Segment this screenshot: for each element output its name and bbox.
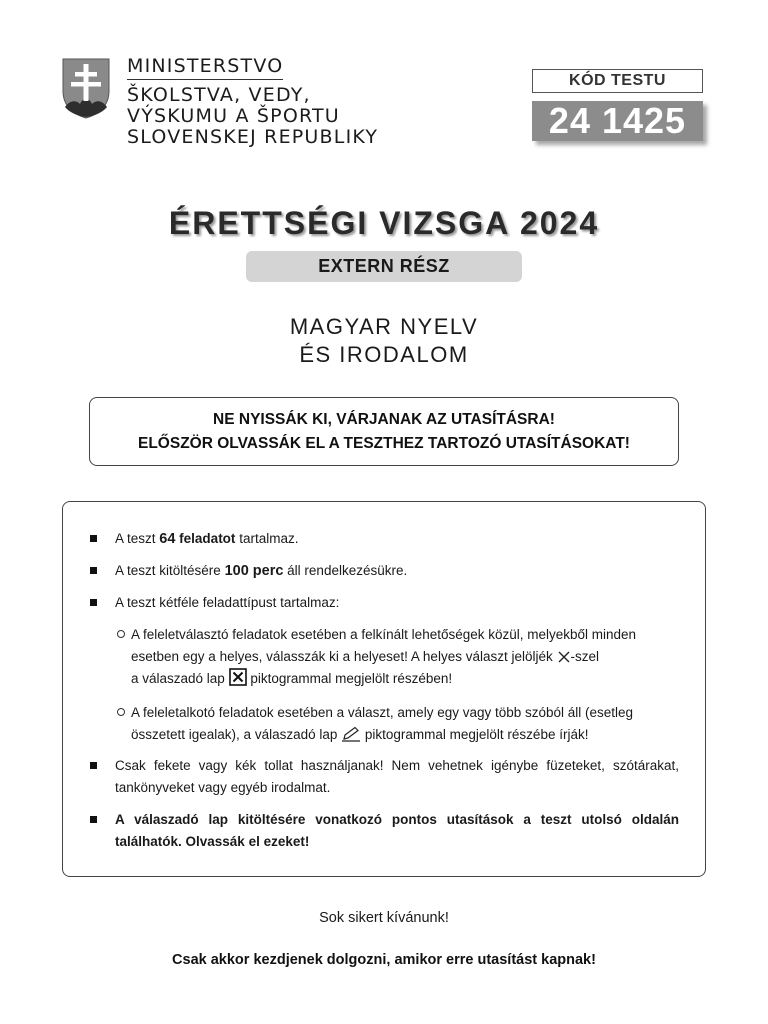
ministry-line-2: ŠKOLSTVA, VEDY, — [127, 84, 311, 106]
ministry-line-4: SLOVENSKEJ REPUBLIKY — [127, 126, 379, 148]
ministry-line-3: VÝSKUMU A ŠPORTU — [127, 105, 340, 127]
warning-line-2: ELŐSZÖR OLVASSÁK EL A TESZTHEZ TARTOZÓ UTASÍTÁSOKAT! — [138, 435, 630, 452]
test-code-value: 24 1425 — [532, 101, 703, 141]
warning-box — [89, 397, 679, 466]
subject-title — [0, 313, 768, 369]
bullet-circle-icon — [117, 630, 125, 638]
instruction-item-2: A teszt kitöltésére 100 perc áll rendelkezésükre. — [115, 563, 408, 579]
time-limit: 100 perc — [224, 563, 284, 579]
bullet-square-icon — [90, 535, 97, 542]
warning-line-1: NE NYISSÁK KI, VÁRJANAK AZ UTASÍTÁSRA! — [213, 411, 555, 428]
test-code-label: KÓD TESTU — [532, 69, 703, 93]
task-count: 64 — [159, 531, 176, 547]
subject-line-1: MAGYAR NYELV — [289, 314, 479, 339]
subject-line-2: ÉS IRODALOM — [299, 342, 469, 367]
exam-title: ÉRETTSÉGI VIZSGA 2024 — [168, 205, 600, 241]
instruction-item-4: Csak fekete vagy kék tollat használjanak! Nem vehetnek igénybe füzeteket, szótárakat, tankönyveket vagy egyéb irodalmat. — [115, 758, 679, 795]
exam-part-badge: EXTERN RÉSZ — [246, 251, 522, 282]
bullet-square-icon — [90, 567, 97, 574]
checkbox-x-pictogram-icon — [229, 668, 247, 686]
instruction-sub-2: A feleletalkotó feladatok esetében a választ, amely egy vagy több szóból áll (esetleg összetett igealak), a válaszadó lap piktogrammal megjelölt részébe írják! — [131, 705, 634, 742]
instruction-sub-1: A feleletválasztó feladatok esetében a felkínált lehetőségek közül, melyekből minden esetben egy a helyes, válasszák ki a helyeset! A helyes választ jelöljék -szel a válaszadó lap piktogrammal megjelölt részében! — [131, 627, 637, 686]
bullet-square-icon — [90, 599, 97, 606]
ministry-line-1: MINISTERSTVO — [127, 54, 283, 80]
instructions-box — [62, 501, 706, 877]
instruction-item-1: A teszt 64 feladatot tartalmaz. — [115, 531, 299, 547]
slovak-coat-of-arms-logo — [61, 57, 111, 119]
ministry-name — [127, 54, 378, 148]
bullet-square-icon — [90, 816, 97, 823]
instruction-item-3: A teszt kétféle feladattípust tartalmaz: — [115, 595, 340, 610]
instruction-item-5: A válaszadó lap kitöltésére vonatkozó pontos utasítások a teszt utolsó oldalán találhatók. Olvassák el ezeket! — [115, 812, 679, 849]
good-luck-text: Sok sikert kívánunk! — [319, 910, 449, 926]
bullet-square-icon — [90, 762, 97, 769]
bullet-circle-icon — [117, 708, 125, 716]
x-mark-icon — [557, 650, 571, 664]
start-notice-text: Csak akkor kezdjenek dolgozni, amikor erre utasítást kapnak! — [172, 952, 596, 968]
pencil-pictogram-icon — [341, 726, 361, 742]
